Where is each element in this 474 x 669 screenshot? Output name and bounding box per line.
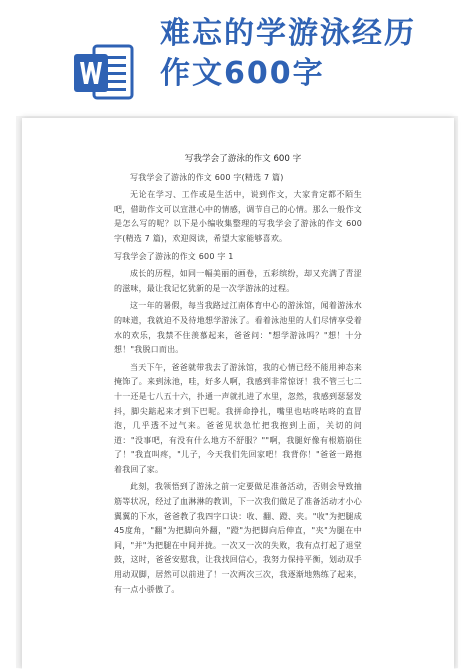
page-title xyxy=(160,14,416,94)
document-title: 写我学会了游泳的作文 600 字 xyxy=(184,154,302,164)
header-banner xyxy=(0,0,474,120)
body-paragraph: 当天下午，爸爸就带我去了游泳馆，我的心情已经不能用神态来掩饰了。来到泳池，哇，好多人啊，我感到非常惊讶！我不管三七二十一还是七八五十六，扑通一声就扎进了水里，忽然，我感到瑟瑟发抖，脚尖踮起来才到下巴呢。我拼命挣扎，嘴里也咕咚咕咚的直冒泡，几乎透不过气来。爸爸见状急忙把我抱到上面，关切的问道："没事吧，有没有什么地方不舒服？""啊，我腿好像有根筋崩住了！"我直叫疼，"儿子，今天我们先回家吧！我背你！"爸爸一路抱着我回了家。 xyxy=(114,362,362,474)
body-paragraph: 成长的历程，如同一幅美丽的画卷，五彩缤纷，却又充满了青涩的滋味，最让我记忆犹新的是一次学游泳的过程。 xyxy=(114,269,362,293)
body-paragraph: 此刻，我领悟到了游泳之前一定要做足准备活动，否则会导致抽筋等状况，经过了血淋淋的教训，下一次我们做足了准备活动才小心翼翼的下水，爸爸教了我四字口诀：收、翻、蹬、夹。"收"为把腿成45度角，"翻"为把脚向外翻，"蹬"为把脚向后伸直，"夹"为腿在中间，"并"为把腿在中间并拢。一次又一次的失败，我有点打起了退堂鼓，这时，爸爸安慰我，让我找回信心，我努力保持平衡，划动双手用动双脚，居然可以前进了！一次两次三次，我逐渐地熟练了起来，有一点小骄傲了。 xyxy=(114,482,362,594)
section-heading: 写我学会了游泳的作文 600 字 1 xyxy=(114,251,234,261)
document-subtitle: 写我学会了游泳的作文 600 字(精选 7 篇) xyxy=(130,172,284,182)
intro-paragraph: 无论在学习、工作或是生活中，说到作文，大家肯定都不陌生吧，借助作文可以宣泄心中的情感，调节自己的心情。那么一般作文是怎么写的呢？以下是小编收集整理的写我学会了游泳的作文 600 字(精选 7 篇)，欢迎阅读，希望大家能够喜欢。 xyxy=(114,190,362,243)
title-line-1: 难忘的学游泳经历 xyxy=(160,16,416,51)
body-paragraph: 这一年的暑假，每当我路过江南体育中心的游泳馆，闻着游泳水的味道，我就迫不及待地想学游泳了。看着泳池里的人们尽情享受着水的欢乐，我禁不住羡慕起来，爸爸问："想学游泳吗？"想！十分想！"我脱口而出。 xyxy=(114,301,362,355)
word-document-icon xyxy=(72,40,136,104)
document-body xyxy=(114,152,362,600)
title-line-2: 作文600字 xyxy=(160,56,325,91)
